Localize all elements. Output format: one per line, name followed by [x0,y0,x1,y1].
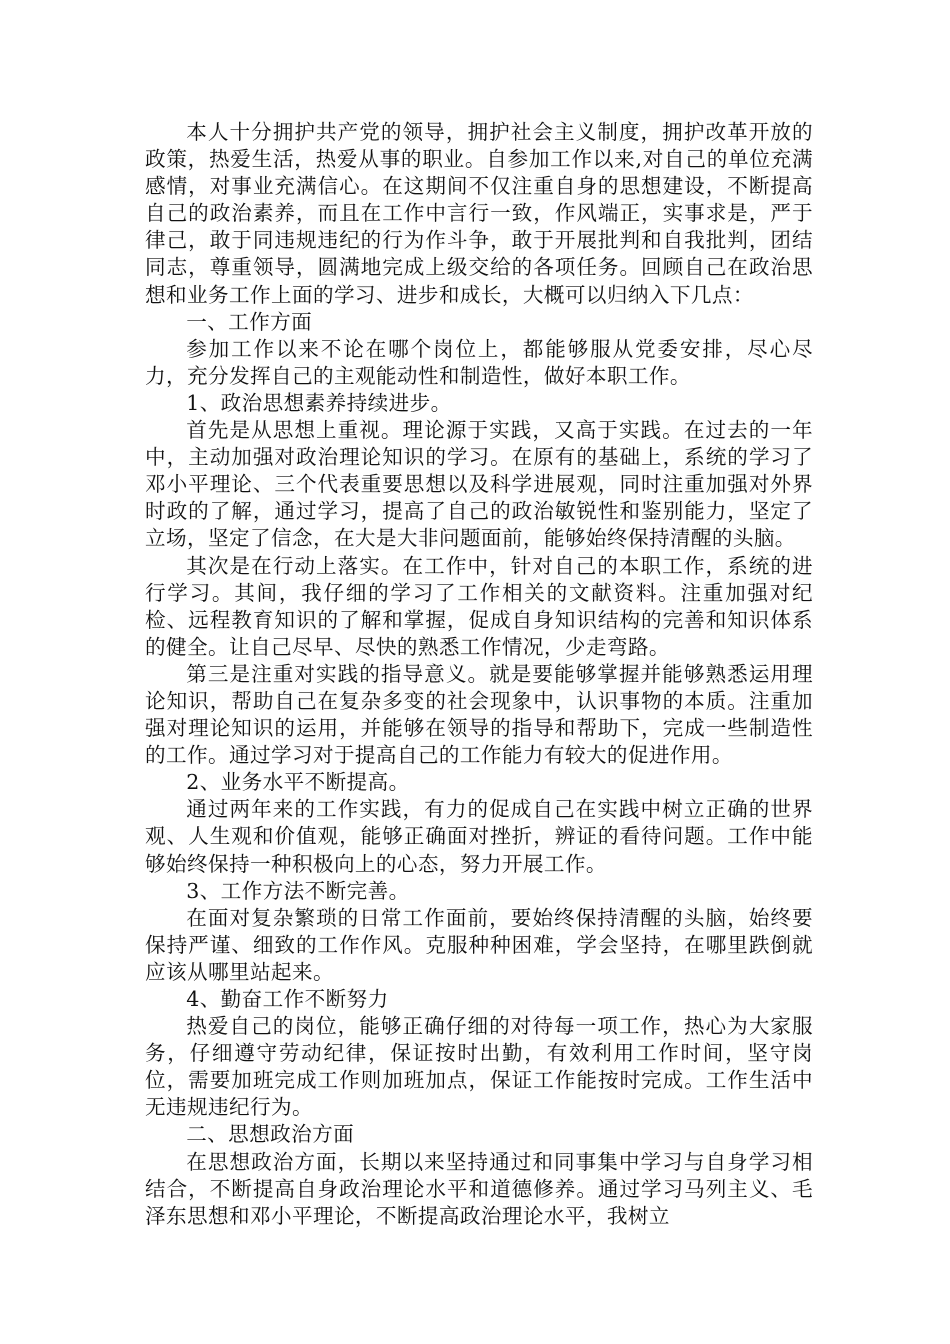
subheading-work-method: 3、工作方法不断完善。 [186,878,410,903]
section-heading-work: 一、工作方面 [186,309,313,334]
subheading-diligence: 4、勤奋工作不断努力 [186,987,389,1011]
document-body [145,119,813,1230]
paragraph-political: 在思想政治方面，长期以来坚持通过和同事集中学习与自身学习相结合，不断提高自身政治理论水平和道德修养。通过学习马列主义、毛泽东思想和邓小平理论，不断提高政治理论水平，我树立 [145,1149,813,1228]
paragraph-action: 其次是在行动上落实。在工作中，针对自己的本职工作，系统的进行学习。其间，我仔细的学习了工作相关的文献资料。注重加强对纪检、远程教育知识的了解和掌握，促成自身知识结构的完善和知识体系的健全。让自己尽早、尽快的熟悉工作情况，少走弯路。 [145,553,813,659]
paragraph-practice: 第三是注重对实践的指导意义。就是要能够掌握并能够熟悉运用理论知识，帮助自己在复杂多变的社会现象中，认识事物的本质。注重加强对理论知识的运用，并能够在领导的指导和帮助下，完成一些制造性的工作。通过学习对于提高自己的工作能力有较大的促进作用。 [145,661,813,768]
subheading-political-quality: 1、政治思想素养持续进步。 [186,390,452,415]
subheading-business-level: 2、业务水平不断提高。 [186,770,410,795]
paragraph-business: 通过两年来的工作实践，有力的促成自己在实践中树立正确的世界观、人生观和价值观，能够正确面对挫折，辨证的看待问题。工作中能够始终保持一种积极向上的心态，努力开展工作。 [145,797,813,876]
paragraph-diligence: 热爱自己的岗位，能够正确仔细的对待每一项工作，热心为大家服务，仔细遵守劳动纪律，保证按时出勤，有效利用工作时间，坚守岗位，需要加班完成工作则加班加点，保证工作能按时完成。工作生活中无违规违纪行为。 [145,1014,813,1120]
intro-paragraph: 本人十分拥护共产党的领导，拥护社会主义制度，拥护改革开放的政策，热爱生活，热爱从事的职业。自参加工作以来,对自己的单位充满感情，对事业充满信心。在这期间不仅注重自身的思想建设，不断提高自己的政治素养，而且在工作中言行一致，作风端正，实事求是，严于律己，敢于同违规违纪的行为作斗争，敢于开展批判和自我批判，团结同志，尊重领导，圆满地完成上级交给的各项任务。回顾自己在政治思想和业务工作上面的学习、进步和成长，大概可以归纳入下几点： [145,120,813,307]
paragraph-thought: 首先是从思想上重视。理论源于实践，又高于实践。在过去的一年中，主动加强对政治理论知识的学习。在原有的基础上，系统的学习了邓小平理论、三个代表重要思想以及科学进展观，同时注重加强对外界时政的了解，通过学习，提高了自己的政治敏锐性和鉴别能力，坚定了立场，坚定了信念，在大是大非问题面前，能够始终保持清醒的头脑。 [145,418,813,551]
section-heading-political: 二、思想政治方面 [186,1122,355,1147]
paragraph-method: 在面对复杂繁琐的日常工作面前，要始终保持清醒的头脑，始终要保持严谨、细致的工作作风。克服种种困难，学会坚持，在哪里跌倒就应该从哪里站起来。 [145,905,813,984]
work-overview-paragraph: 参加工作以来不论在哪个岗位上，都能够服从党委安排，尽心尽力，充分发挥自己的主观能动性和制造性，做好本职工作。 [145,336,813,388]
